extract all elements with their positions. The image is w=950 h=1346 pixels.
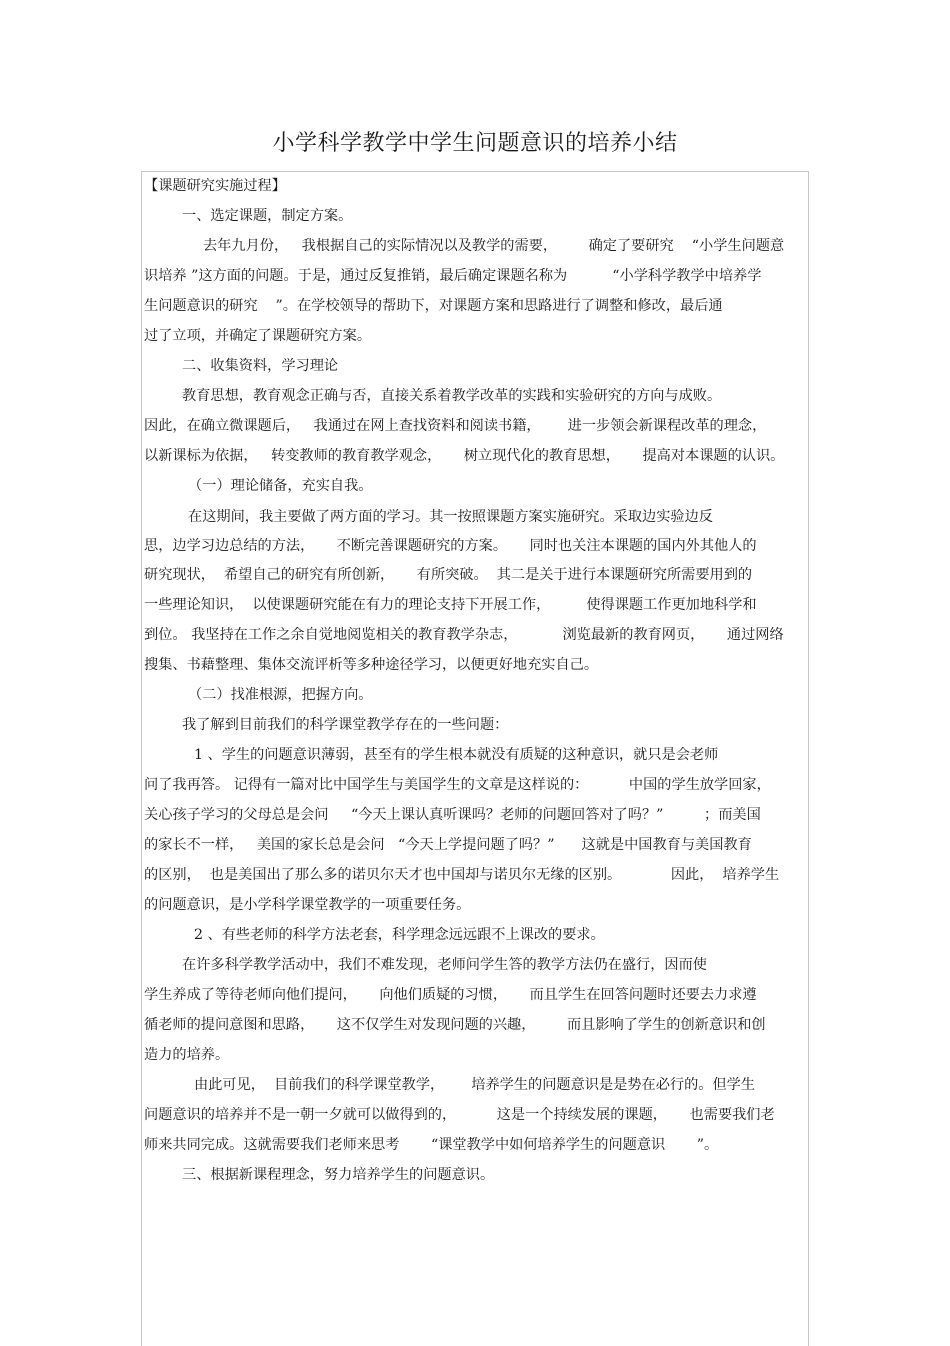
paragraph-line: 一些理论知识， 以使课题研究能在有力的理论支持下开展工作， 使得课题工作更加地科学和 [144,597,757,613]
paragraph-line: 的家长不一样， 美国的家长总是会问 “今天上学提问题了吗？” 这就是中国教育与美国教育 [144,837,752,853]
paragraph-line: 在这期间，我主要做了两方面的学习。其一按照课题方案实施研究。采取边实验边反 [188,509,713,525]
paragraph-line: （二）找准根源，把握方向。 [188,687,373,703]
paragraph-line: 学生养成了等待老师向他们提问， 向他们质疑的习惯， 而且学生在回答问题时还要去力求遵 [144,987,757,1003]
paragraph-line: 2 、有些老师的科学方法老套，科学理念远远跟不上课改的要求。 [194,927,605,943]
paragraph-line: 在许多科学教学活动中，我们不难发现，老师问学生答的教学方法仍在盛行，因而使 [182,957,707,973]
paragraph-line: 关心孩子学习的父母总是会问 “今天上课认真听课吗？老师的问题回答对了吗？” ；而美国 [144,807,761,823]
paragraph-line: 三、根据新课程理念，努力培养学生的问题意识。 [182,1167,495,1183]
paragraph-line: 二、收集资料，学习理论 [182,358,339,374]
paragraph-line: 以新课标为依据， 转变教师的教育教学观念， 树立现代化的教育思想， 提高对本课题的认识。 [144,448,785,464]
paragraph-line: 到位。 我坚持在工作之余自觉地阅览相关的教育教学杂志， 浏览最新的教育网页， 通过网络 [144,627,784,643]
paragraph-line: 的问题意识，是小学科学课堂教学的一项重要任务。 [144,897,471,913]
paragraph-line: 识培养 ”这方面的问题。于是，通过反复推销，最后确定课题名称为 “小学科学教学中培养学 [144,268,762,284]
paragraph-line: 的区别， 也是美国出了那么多的诺贝尔天才也中国却与诺贝尔无缘的区别。 因此， 培养学生 [144,867,780,883]
paragraph-line: 搜集、书藉整理、集体交流评析等多种途径学习，以便更好地充实自己。 [144,657,599,673]
paragraph-line: 问题意识的培养并不是一朝一夕就可以做得到的， 这是一个持续发展的课题， 也需要我们老 [144,1107,775,1123]
paragraph-line: 思，边学习边总结的方法， 不断完善课题研究的方案。 同时也关注本课题的国内外其他人的 [144,538,757,554]
paragraph-line: 去年九月份， 我根据自己的实际情况以及教学的需要， 确定了要研究 “小学生问题意 [203,238,785,254]
paragraph-line: 师来共同完成。这就需要我们老师来思考 “课堂教学中如何培养学生的问题意识 ”。 [144,1137,719,1153]
page-title: 小学科学教学中学生问题意识的培养小结 [272,131,678,156]
paragraph-line: 过了立项，并确定了课题研究方案。 [144,328,372,344]
paragraph-line: （一）理论储备，充实自我。 [188,478,373,494]
paragraph-line: 循老师的提问意图和思路， 这不仅学生对发现问题的兴趣， 而且影响了学生的创新意识和创 [144,1017,766,1033]
paragraph-line: 造力的培养。 [144,1047,230,1063]
paragraph-line: 一、选定课题，制定方案。 [182,208,353,224]
paragraph-line: 由此可见， 目前我们的科学课堂教学， 培养学生的问题意识是是势在必行的。但学生 [194,1077,756,1093]
paragraph-line: 因此，在确立微课题后， 我通过在网上查找资料和阅读书籍， 进一步领会新课程改革的理念， [144,418,767,434]
section-heading: 【课题研究实施过程】 [144,178,286,194]
paragraph-line: 问了我再答。 记得有一篇对比中国学生与美国学生的文章是这样说的： 中国的学生放学回家， [144,777,771,793]
paragraph-line: 研究现状， 希望自己的研究有所创新， 有所突破。 其二是关于进行本课题研究所需要用到的 [144,567,753,583]
paragraph-line: 我了解到目前我们的科学课堂教学存在的一些问题： [182,717,509,733]
paragraph-line: 教育思想，教育观念正确与否，直接关系着教学改革的实践和实验研究的方向与成败。 [182,388,722,404]
paragraph-line: 1 、学生的问题意识薄弱，甚至有的学生根本就没有质疑的这种意识，就只是会老师 [194,747,719,763]
paragraph-line: 生问题意识的研究 ”。在学校领导的帮助下，对课题方案和思路进行了调整和修改，最后通 [144,298,723,314]
